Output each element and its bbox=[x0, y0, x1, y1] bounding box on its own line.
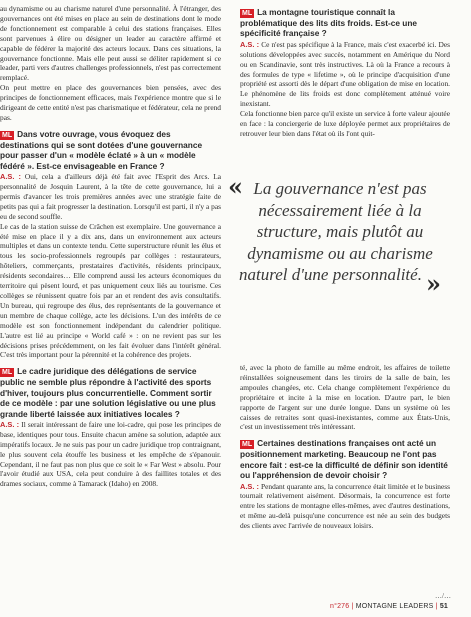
question-1: ML Dans votre ouvrage, vous évoquez des destinations qui se sont dotées d'une gouvernance pour passer d'un « modèle éclaté » à un « modèle fédéré ». Est-ce envisageable en France ? bbox=[0, 128, 203, 171]
right-column bbox=[240, 4, 450, 139]
answer-1: A.S. : Oui, cela a d'ailleurs déjà été fait avec l'Esprit des Arcs. La personnalité de Josquin Laurent, à la tête de cette gouvernance, lui a permis d'avancer les trois premières années avec une stratégie faite de petits pas qui a fait progresser la destination. Lorsqu'il est parti, il n'y a pas eu de second souffle. bbox=[0, 172, 222, 221]
footer-separator: | bbox=[351, 603, 354, 610]
answer-label: A.S. : bbox=[240, 481, 260, 491]
question-2: ML Le cadre juridique des délégations de service public ne semble plus répondre à l'activité des sports d'hiver, toujours plus concurrentielle. Comment sortir de ce modèle : par une solution législative ou une plus grande liberté laissée aux initiatives locales ? bbox=[0, 366, 216, 419]
intro-paragraph: au dynamisme ou au charisme naturel d'une personnalité. À l'étranger, des gouvernances ont été mises en place au sein de destinations dont le mode de fonctionnement est comparable à celui des stations françaises. Elles sont parvenues à élire ou désigner un leader au caractère affirmé et capable de fédérer la majorité des acteurs locaux. Dans ces situations, la gouvernance fonctionne. Mais elle peut aussi se déliter rapidement si ce leader, parti vers d'autres challenges professionnels, n'est pas correctement remplacé. bbox=[0, 4, 221, 83]
footer-separator: | bbox=[435, 603, 438, 610]
pull-quote-text: La gouvernance n'est pas nécessairement liée à la structure, mais plutôt au dynamisme ou au charisme naturel d'une personnalité. bbox=[239, 179, 433, 284]
ml-badge: ML bbox=[2, 369, 13, 377]
answer-2: A.S. : Il serait intéressant de faire une loi-cadre, qui pose les principes de base, identiques pour tous. Ensuite chacun amène sa solution, adaptée aux impératifs locaux. Je ne suis pas pour un cadre juridique trop contraignant, le plus souvent cela étouffe les business et les empêche de s'épanouir. Cependant, il ne faut pas non plus que ce soit le « Far West » absolu. Pour l'avoir étudié aux USA, cela peut conduire à des faillites totales et des drames sociaux, comme à Tamarack (Idaho) en 2008. bbox=[0, 419, 221, 489]
page-number: 51 bbox=[439, 603, 448, 610]
right-column-lower bbox=[240, 363, 450, 531]
issue-number: n°276 bbox=[330, 603, 350, 610]
left-column bbox=[0, 4, 221, 489]
answer-label: A.S. : bbox=[240, 39, 260, 49]
answer-1-continued: Le cas de la station suisse de Crâchen est exemplaire. Une gouvernance a été mise en place il y a dix ans, dans un environnement aux acteurs multiples et dans un contexte tendu. Cette superstructure réunit les élus et tous les socio-professionnels regroupés par collèges : restaurateurs, hôteliers, commerçants, prestataires d'activités, résidents principaux, résidents secondaires… Elle comprend aussi les acteurs économiques du territoire qui pèsent lourd, et pas uniquement ceux liés au tourisme. Ces collèges se réunissent quatre fois par an et rendent des avis consultatifs. Un bureau, qui regroupe des élus, des représentants de la gouvernance et un membre de chaque collège, acte les décisions. L'un des intérêts de ce modèle est son fonctionnement indépendant du calendrier politique. L'autre est lié au principe « World café » : on ne revient pas sur les décisions prises précédemment, on les fait évoluer dans l'intérêt général. C'est très important pour la pérennité et la cohérence des projets. bbox=[0, 221, 221, 360]
answer-3: A.S. : Ce n'est pas spécifique à la France, mais c'est exacerbé ici. Des solutions développées avec succès, notamment en Amérique du Nord ou en Scandinavie, sont très instructives. Là où la France a recours à des formules de type « lifetime », où le principe d'acquisition d'une propriété est assorti dès le départ d'une obligation de mise en location. Le phénomène de lits froids est donc complètement atténué voire inexistant. bbox=[240, 39, 450, 109]
magazine-name: MONTAGNE LEADERS bbox=[355, 603, 434, 610]
answer-3-continued: Cela fonctionne bien parce qu'il existe un service à forte valeur ajoutée en face : la conciergerie de luxe déployée permet aux propriétaires de retrouver leur bien dans l'état où ils l'ont quit- bbox=[240, 109, 450, 138]
answer-label: A.S. : bbox=[0, 172, 21, 182]
ml-badge: ML bbox=[2, 131, 13, 139]
open-quote-mark: « bbox=[228, 172, 243, 201]
answer-3-end: té, avec la photo de famille au même endroit, les affaires de toilette réinstallées soigneusement dans les tiroirs de la salle de bain, les ampoules changées, etc. Cela change complètement l'expérience du propriétaire et incite à la mise en location. D'autre part, le bien rapporte de l'argent sur une durée longue. Dans un système où les caisses de retraites sont quasi-inexistantes, comme aux États-Unis, c'est un investissement très intéressant. bbox=[240, 363, 450, 432]
intro-paragraph-2: On peut mettre en place des gouvernances bien pensées, avec des principes de fonctionnement efficaces, mais l'expérience montre que si le dirigeant de cette entité n'est pas charismatique et fédérateur, cela ne prend pas. bbox=[0, 83, 222, 122]
page-footer bbox=[330, 603, 448, 610]
answer-4: A.S. : Pendant quarante ans, la concurrence était limitée et le business tournait relativement aisément. Désormais, la concurrence est forte entre les stations de montagne elles-mêmes, avec d'autres destinations, et même au-delà puisqu'une concurrence est née au sein des budgets des clients avec l'arrivée de nouveaux loisirs. bbox=[240, 481, 451, 531]
ml-badge: ML bbox=[242, 10, 253, 17]
pull-quote bbox=[228, 172, 452, 298]
question-3: ML La montagne touristique connaît la problématique des lits dits froids. Est-ce une spécificité française ? bbox=[240, 7, 418, 39]
continued-marker: …/… bbox=[435, 592, 451, 600]
close-quote-mark: » bbox=[425, 269, 441, 298]
question-4: ML Certaines destinations françaises ont acté un positionnement marketing. Beaucoup ne l'ont pas encore fait : est-ce la difficulté de définir son identité ou l'appréhension de devoir choisir ? bbox=[240, 438, 448, 481]
answer-label: A.S. : bbox=[0, 419, 20, 429]
ml-badge: ML bbox=[242, 441, 253, 449]
